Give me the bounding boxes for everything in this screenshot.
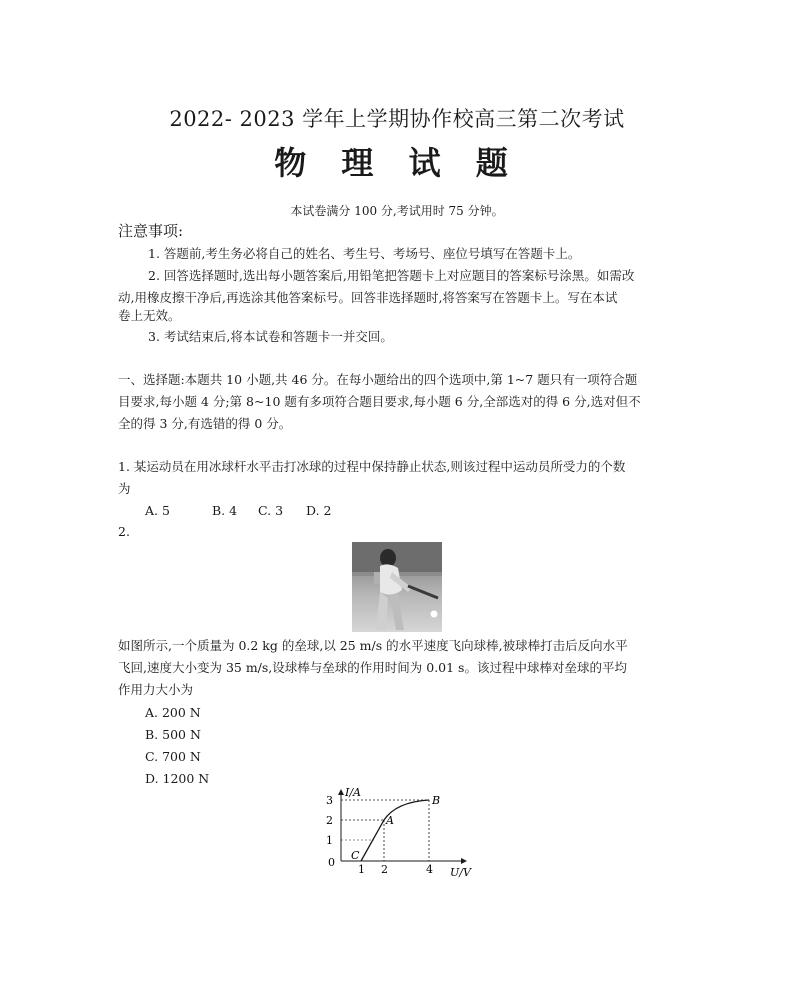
i-u-curve [361, 800, 429, 861]
y-tick-1: 1 [326, 834, 333, 847]
y-tick-2: 2 [326, 814, 333, 827]
question-1-option-d: D. 2 [306, 503, 332, 518]
question-2-option-b: B. 500 N [145, 727, 201, 742]
question-1-line-2: 为 [118, 481, 131, 496]
y-tick-3: 3 [326, 794, 333, 807]
question-2-line-2: 飞回,速度大小变为 35 m/s,设球棒与垒球的作用时间为 0.01 s。该过程中球棒对垒球的平均 [118, 660, 627, 675]
x-axis-label: U/V [450, 866, 471, 879]
question-2-line-3: 作用力大小为 [118, 682, 194, 697]
question-1-line-1: 1. 某运动员在用冰球杆水平击打冰球的过程中保持静止状态,则该过程中运动员所受力的个数 [118, 459, 626, 474]
exam-title: 2022- 2023 学年上学期协作校高三第二次考试 [169, 107, 625, 131]
notice-item-3: 3. 考试结束后,将本试卷和答题卡一并交回。 [148, 329, 393, 344]
point-c-label: C [351, 849, 360, 862]
question-2-option-d: D. 1200 N [145, 771, 210, 786]
x-tick-2: 2 [381, 863, 388, 876]
notice-heading: 注意事项: [118, 222, 184, 240]
notice-item-2-line-2: 动,用橡皮擦干净后,再选涂其他答案标号。回答非选择题时,将答案写在答题卡上。写在本试 [118, 290, 618, 305]
origin-label: 0 [328, 856, 335, 869]
question-2-option-a: A. 200 N [145, 705, 201, 720]
question-2-line-1: 如图所示,一个质量为 0.2 kg 的垒球,以 25 m/s 的水平速度飞向球棒,被球棒打击后反向水平 [118, 638, 628, 653]
y-axis-label: I/A [345, 786, 361, 799]
baseball-batter-photo [352, 542, 442, 632]
baseball-batter-illustration [352, 542, 442, 632]
question-1-option-a: A. 5 [145, 503, 170, 518]
i-u-graph [318, 784, 488, 884]
exam-info: 本试卷满分 100 分,考试用时 75 分钟。 [290, 204, 504, 218]
point-a-label: A [386, 814, 394, 827]
question-2-option-c: C. 700 N [145, 749, 201, 764]
subject-title: 物 理 试 题 [274, 144, 520, 182]
question-1-option-c: C. 3 [258, 503, 284, 518]
question-2-number: 2. [118, 524, 130, 539]
section-1-line-2: 目要求,每小题 4 分;第 8~10 题有多项符合题目要求,每小题 6 分,全部选对的得 6 分,选对但不 [118, 394, 641, 409]
x-tick-4: 4 [426, 863, 433, 876]
notice-item-2-line-3: 卷上无效。 [118, 308, 181, 323]
question-1-option-b: B. 4 [212, 503, 238, 518]
section-1-line-3: 全的得 3 分,有选错的得 0 分。 [118, 416, 292, 431]
notice-item-2-line-1: 2. 回答选择题时,选出每小题答案后,用铅笔把答题卡上对应题目的答案标号涂黑。如需改 [148, 268, 635, 283]
section-1-line-1: 一、选择题:本题共 10 小题,共 46 分。在每小题给出的四个选项中,第 1~7 题只有一项符合题 [118, 372, 638, 387]
point-b-label: B [432, 794, 441, 807]
x-tick-1: 1 [358, 863, 365, 876]
notice-item-1: 1. 答题前,考生务必将自己的姓名、考生号、考场号、座位号填写在答题卡上。 [148, 246, 581, 261]
